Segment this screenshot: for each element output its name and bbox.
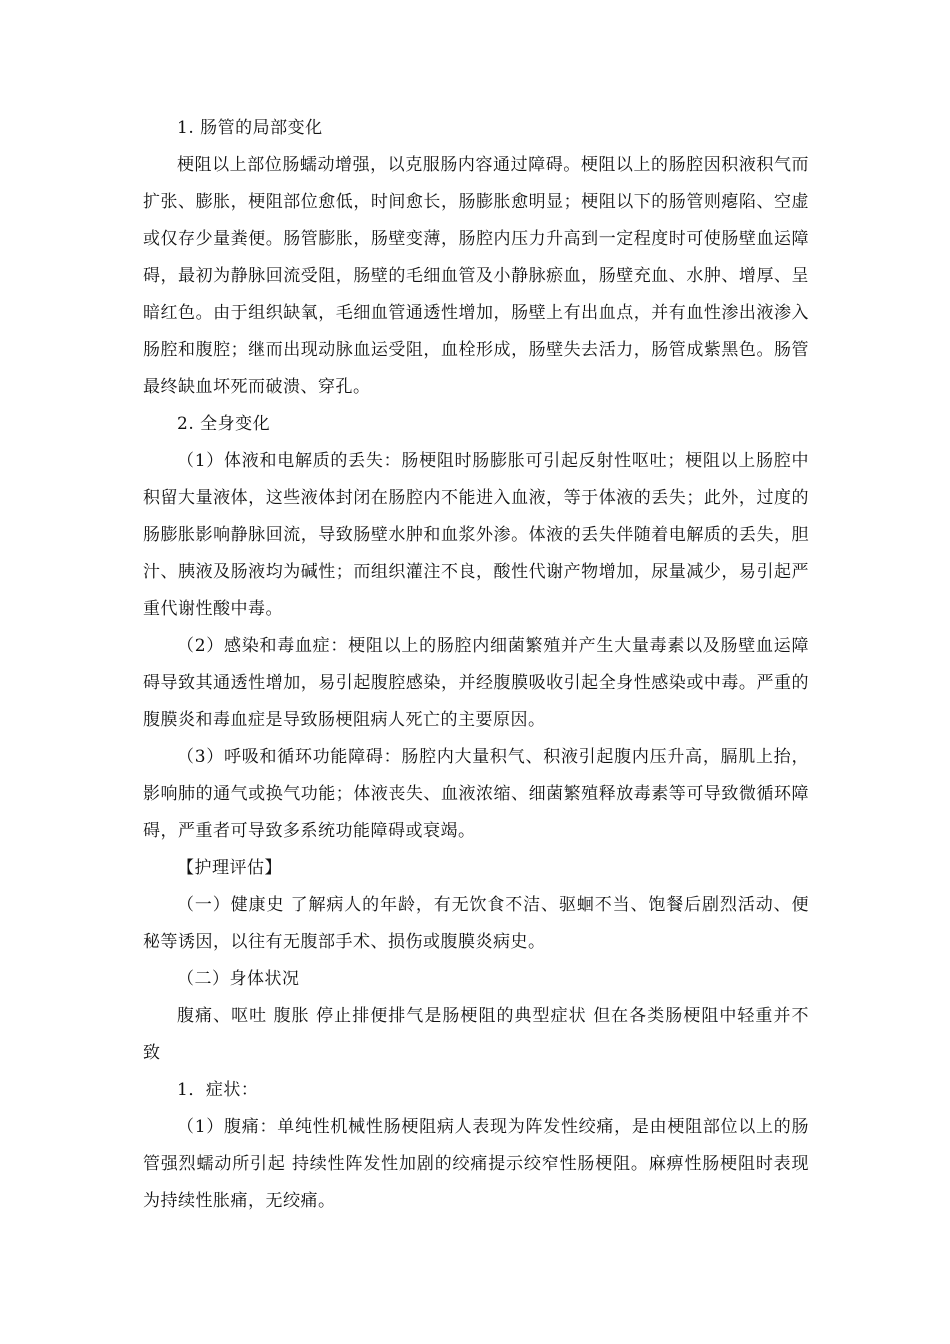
paragraph-respiratory-circulatory: （3）呼吸和循环功能障碍：肠腔内大量积气、积液引起腹内压升高，膈肌上抬，影响肺的通气或换气功能；体液丧失、血液浓缩、细菌繁殖释放毒素等可导致微循环障碍，严重者可导致多系统功能障碍或衰竭。 [143, 747, 809, 841]
section-heading-nursing-assessment: 【护理评估】 [177, 858, 282, 878]
document-body [143, 110, 809, 1220]
paragraph-abdominal-pain: （1）腹痛：单纯性机械性肠梗阻病人表现为阵发性绞痛，是由梗阻部位以上的肠管强烈蠕动所引起 持续性阵发性加剧的绞痛提示绞窄性肠梗阻。麻痹性肠梗阻时表现为持续性胀痛，无绞痛。 [143, 1117, 809, 1211]
section-heading-systemic-changes: 2. 全身变化 [177, 414, 271, 434]
section-heading-physical-status: （二）身体状况 [177, 969, 300, 989]
paragraph-fluid-electrolyte-loss: （1）体液和电解质的丢失：肠梗阻时肠膨胀可引起反射性呕吐；梗阻以上肠腔中积留大量液体，这些液体封闭在肠腔内不能进入血液，等于体液的丢失；此外，过度的肠膨胀影响静脉回流，导致肠壁水肿和血浆外渗。体液的丢失伴随着电解质的丢失，胆汁、胰液及肠液均为碱性；而组织灌注不良，酸性代谢产物增加，尿量减少，易引起严重代谢性酸中毒。 [143, 451, 809, 619]
paragraph-typical-symptoms: 腹痛、呕吐 腹胀 停止排便排气是肠梗阻的典型症状 但在各类肠梗阻中轻重并不 致 [143, 1006, 809, 1063]
paragraph-health-history: （一）健康史 了解病人的年龄，有无饮食不洁、驱蛔不当、饱餐后剧烈活动、便秘等诱因，以往有无腹部手术、损伤或腹膜炎病史。 [143, 895, 809, 952]
section-heading-local-changes: 1. 肠管的局部变化 [177, 118, 323, 138]
paragraph-infection-toxemia: （2）感染和毒血症：梗阻以上的肠腔内细菌繁殖并产生大量毒素以及肠壁血运障碍导致其通透性增加，易引起腹腔感染，并经腹膜吸收引起全身性感染或中毒。严重的腹膜炎和毒血症是导致肠梗阻病人死亡的主要原因。 [143, 636, 809, 730]
paragraph-local-changes: 梗阻以上部位肠蠕动增强，以克服肠内容通过障碍。梗阻以上的肠腔因积液积气而扩张、膨胀，梗阻部位愈低，时间愈长，肠膨胀愈明显；梗阻以下的肠管则瘪陷、空虚或仅存少量粪便。肠管膨胀，肠壁变薄，肠腔内压力升高到一定程度时可使肠壁血运障碍，最初为静脉回流受阻，肠壁的毛细血管及小静脉瘀血，肠壁充血、水肿、增厚、呈暗红色。由于组织缺氧，毛细血管通透性增加，肠壁上有出血点，并有血性渗出液渗入肠腔和腹腔；继而出现动脉血运受阻，血栓形成，肠壁失去活力，肠管成紫黑色。肠管最终缺血坏死而破溃、穿孔。 [143, 155, 809, 397]
section-heading-symptoms: 1．症状： [177, 1080, 259, 1100]
